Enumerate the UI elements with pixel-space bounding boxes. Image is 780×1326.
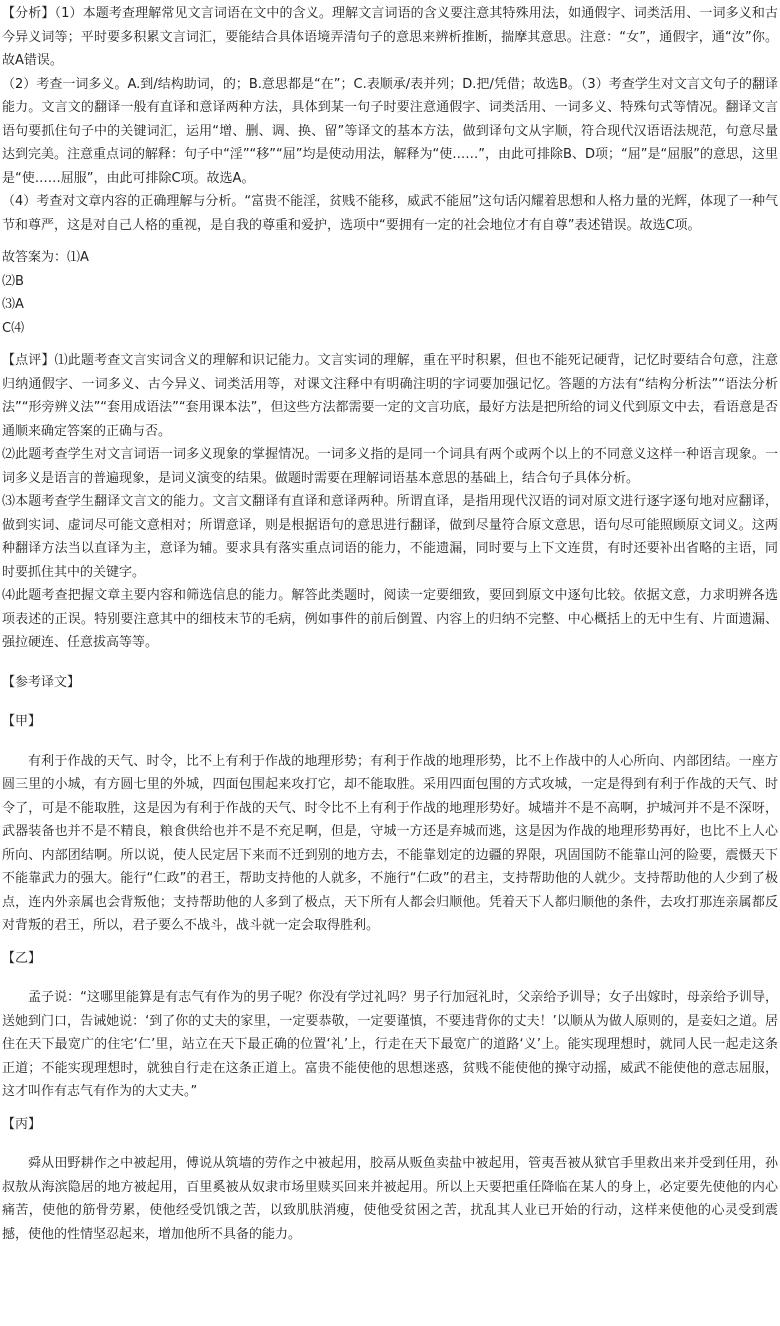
- comment-paragraph-3: ⑶本题考查学生翻译文言文的能力。文言文翻译有直译和意译两种。所谓直译，是指用现代汉语的词对原文进行逐字逐句地对应翻译，做到实词、虚词尽可能文意相对；所谓意译，则是根据语句的意思进行翻译，做到尽量符合原文意思，语句尽可能照顾原文词义。这两种翻译方法当以直译为主，意译为辅。要求具有落实重点词语的能力，不能遗漏，同时要与上下文连贯，有时还要补出省略的主语，同时要抓住其中的关键字。: [2, 494, 778, 580]
- translation-heading: 【参考译文】: [2, 674, 81, 690]
- answer-2: ⑵B: [2, 273, 24, 289]
- spacer: [2, 734, 778, 750]
- section-jia-text: 有利于作战的天气、时令，比不上有利于作战的地理形势；有利于作战的地理形势，比不上作战中的人心所向、内部团结。一座方圆三里的小城，有方圆七里的外城，四面包围起来攻打它，却不能取胜。采用四面包围的方式攻城，一定是得到有利于作战的天气、时令了，可是不能取胜，这是因为有利于作战的天气、时令比不上有利于作战的地理形势好。城墙并不是不高啊，护城河并不是不深呀，武器装备也并不是不精良，粮食供给也并不是不充足啊，但是，守城一方还是弃城而逃，这是因为作战的地理形势再好，也比不上人心所向、内部团结啊。所以说，使人民定居下来而不迁到别的地方去，不能靠划定的边疆的界限，巩固国防不能靠山河的险要，震慑天下不能靠武力的强大。能行“仁政”的君王，帮助支持他的人就多，不施行“仁政”的君主，支持帮助他的人就少。支持帮助他的人少到了极点，连内外亲属也会背叛他；支持帮助他的人多到了极点，天下所有人都会归顺他。凭着天下人都归顺他的条件，去攻打那连亲属都反对背叛的君王，所以，君子要么不战斗，战斗就一定会取得胜利。: [2, 753, 778, 933]
- section-bing-text: 舜从田野耕作之中被起用，傅说从筑墙的劳作之中被起用，胶鬲从贩鱼卖盐中被起用，管夷吾被从狱官手里救出来并受到任用，孙叔敖从海滨隐居的地方被起用，百里奚被从奴隶市场里赎买回来并被起用。所以上天要把重任降临在某人的身上，必定要先使他的内心痛苦，使他的筋骨劳累，使他经受饥饿之苦，以致肌肤消瘦，使他受贫困之苦，扰乱其人业已开始的行动，这样来使他的心灵受到震撼，使他的性情坚忍起来，增加他所不具备的能力。: [2, 1156, 778, 1242]
- analysis-paragraph-3: （4）考查对文章内容的正确理解与分析。“富贵不能淫，贫贱不能移，威武不能屈”这句话闪耀着思想和人格力量的光辉，体现了一种气节和尊严，这是对自己人格的重视，是自我的尊重和爱护，选项中“要拥有一定的社会地位才有自尊”表述错误。故选C项。: [2, 194, 778, 233]
- comment-paragraph-1: 【点评】⑴此题考查文言实词含义的理解和识记能力。文言实词的理解，重在平时积累，但也不能死记硬背，记忆时要结合句意，注意归纳通假字、一词多义、古今异义、词类活用等，对课文注释中有明确注明的字词要加强记忆。答题的方法有“结构分析法”“语法分析法”“形旁辨义法”“套用成语法”“套用课本法”，但这些方法都需要一定的文言功底，最好方法是把所给的词义代到原文中去，看语意是否通顺来确定答案的正确与否。: [2, 353, 778, 439]
- spacer: [2, 694, 778, 710]
- answer-label: 故答案为：⑴A: [2, 250, 89, 265]
- answer-3: ⑶A: [2, 297, 24, 312]
- section-jia-label: 【甲】: [2, 714, 42, 729]
- spacer: [2, 1136, 778, 1152]
- spacer: [2, 237, 778, 246]
- spacer: [2, 655, 778, 671]
- comment-paragraph-4: ⑷此题考查把握文章主要内容和筛选信息的能力。解答此类题时，阅读一定要细致，要回到原文中逐句比较。依据文意，力求明辨各选项表述的正误。特别要注意其中的细枝末节的毛病，例如事件的前后倒置、内容上的归纳不完整、中心概括上的无中生有、片面遗漏、强拉硬连、任意拔高等等。: [2, 588, 778, 650]
- spacer: [2, 340, 778, 349]
- answer-4: C⑷: [2, 320, 25, 336]
- analysis-paragraph-1: 【分析】（1）本题考查理解常见文言词语在文中的含义。理解文言词语的含义要注意其特殊用法，如通假字、词类活用、一词多义和古今异义词等；平时要多积累文言词汇，要能结合具体语境弄清句子的意思来辨析推断，揣摩其意思。注意：“女”，通假字，通“汝”你。故A错误。: [2, 6, 778, 68]
- section-yi-text: 孟子说：“这哪里能算是有志气有作为的男子呢？你没有学过礼吗？男子行加冠礼时，父亲给予训导；女子出嫁时，母亲给予训导，送她到门口，告诫她说：‘到了你的丈夫的家里，一定要恭敬，一定要谨慎，不要违背你的丈夫！’以顺从为做人原则的，是妾妇之道。居住在天下最宽广的住宅‘仁’里，站立在天下最正确的位置‘礼’上，行走在天下最宽广的道路‘义’上。能实现理想时，就同人民一起走这条正道；不能实现理想时，就独自行走在这条正道上。富贵不能使他的思想迷惑，贫贱不能使他的操守动摇，威武不能使他的意志屈服，这才叫作有志气有作为的大丈夫。”: [2, 990, 778, 1099]
- spacer: [2, 938, 778, 947]
- spacer: [2, 1104, 778, 1113]
- comment-paragraph-2: ⑵此题考查学生对文言词语一词多义现象的掌握情况。一词多义指的是同一个词具有两个或两个以上的不同意义这样一种语言现象。一词多义是语言的普遍现象，是词义演变的结果。做题时需要在理解词语基本意思的基础上，结合句子具体分析。: [2, 447, 778, 486]
- spacer: [2, 970, 778, 986]
- analysis-paragraph-2: （2）考查一词多义。A.到/结构助词，的；B.意思都是“在”；C.表顺承/表并列；D.把/凭借；故选B。（3）考查学生对文言文句子的翻译能力。文言文的翻译一般有直译和意译两种方法，具体到某一句子时要注意通假字、词类活用、一词多义、特殊句式等情况。翻译文言语句要抓住句子中的关键词汇，运用“增、删、调、换、留”等译文的基本方法，做到译句文从字顺，符合现代汉语语法规范，句意尽量达到完美。注意重点词的解释：句子中“淫”“移”“屈”均是使动用法，解释为“使……”，由此可排除B、D项；“屈”是“屈服”的意思，这里是“使……屈服”，由此可排除C项。故选A。: [2, 76, 778, 186]
- section-bing-label: 【丙】: [2, 1116, 42, 1132]
- section-yi-label: 【乙】: [2, 950, 42, 966]
